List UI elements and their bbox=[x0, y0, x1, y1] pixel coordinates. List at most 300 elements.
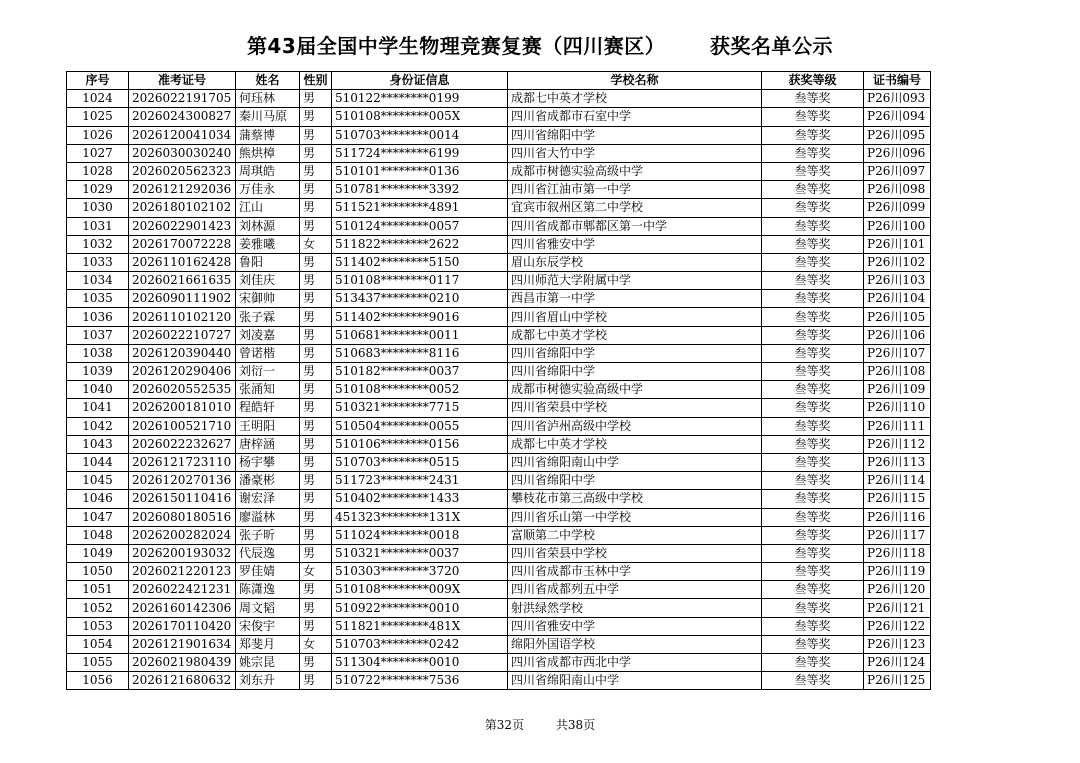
table-row bbox=[67, 581, 931, 599]
cell-certificate-no: P26川116 bbox=[864, 508, 931, 526]
cell-name: 罗佳婧 bbox=[236, 563, 300, 581]
cell-index: 1056 bbox=[67, 672, 129, 690]
cell-school: 绵阳外国语学校 bbox=[508, 635, 762, 653]
cell-gender: 男 bbox=[300, 326, 332, 344]
cell-exam-id: 2026120270136 bbox=[129, 472, 236, 490]
cell-gender: 男 bbox=[300, 472, 332, 490]
cell-school: 四川省荣县中学校 bbox=[508, 544, 762, 562]
cell-gender: 男 bbox=[300, 217, 332, 235]
cell-name: 宋俊宇 bbox=[236, 617, 300, 635]
cell-gender: 男 bbox=[300, 381, 332, 399]
cell-gender: 男 bbox=[300, 290, 332, 308]
cell-id-info: 510108********005X bbox=[332, 108, 508, 126]
cell-certificate-no: P26川099 bbox=[864, 199, 931, 217]
cell-exam-id: 2026180102102 bbox=[129, 199, 236, 217]
cell-exam-id: 2026121723110 bbox=[129, 453, 236, 471]
cell-index: 1038 bbox=[67, 344, 129, 362]
cell-gender: 男 bbox=[300, 672, 332, 690]
table-row bbox=[67, 181, 931, 199]
cell-exam-id: 2026080180516 bbox=[129, 508, 236, 526]
cell-award-level: 叁等奖 bbox=[762, 399, 864, 417]
cell-name: 张涌知 bbox=[236, 381, 300, 399]
cell-name: 陈潇逸 bbox=[236, 581, 300, 599]
cell-index: 1037 bbox=[67, 326, 129, 344]
cell-school: 四川省成都市西北中学 bbox=[508, 654, 762, 672]
cell-index: 1044 bbox=[67, 453, 129, 471]
cell-exam-id: 2026022901423 bbox=[129, 217, 236, 235]
cell-id-info: 511304********0010 bbox=[332, 654, 508, 672]
cell-id-info: 510122********0199 bbox=[332, 90, 508, 108]
cell-name: 刘林源 bbox=[236, 217, 300, 235]
cell-index: 1036 bbox=[67, 308, 129, 326]
cell-certificate-no: P26川113 bbox=[864, 453, 931, 471]
cell-name: 潘豪彬 bbox=[236, 472, 300, 490]
cell-school: 四川省大竹中学 bbox=[508, 144, 762, 162]
page-total: 共38页 bbox=[555, 718, 596, 732]
table-row bbox=[67, 544, 931, 562]
cell-gender: 男 bbox=[300, 126, 332, 144]
cell-index: 1045 bbox=[67, 472, 129, 490]
cell-index: 1046 bbox=[67, 490, 129, 508]
cell-exam-id: 2026160142306 bbox=[129, 599, 236, 617]
cell-school: 成都七中英才学校 bbox=[508, 435, 762, 453]
cell-exam-id: 2026200193032 bbox=[129, 544, 236, 562]
cell-certificate-no: P26川118 bbox=[864, 544, 931, 562]
cell-award-level: 叁等奖 bbox=[762, 617, 864, 635]
cell-exam-id: 2026021220123 bbox=[129, 563, 236, 581]
cell-gender: 男 bbox=[300, 544, 332, 562]
cell-index: 1040 bbox=[67, 381, 129, 399]
cell-school: 四川省雅安中学 bbox=[508, 617, 762, 635]
cell-name: 刘衍一 bbox=[236, 363, 300, 381]
cell-index: 1031 bbox=[67, 217, 129, 235]
cell-school: 四川省绵阳中学 bbox=[508, 344, 762, 362]
table-row bbox=[67, 363, 931, 381]
table-row bbox=[67, 253, 931, 271]
cell-gender: 男 bbox=[300, 508, 332, 526]
cell-index: 1028 bbox=[67, 162, 129, 180]
cell-award-level: 叁等奖 bbox=[762, 599, 864, 617]
table-row bbox=[67, 108, 931, 126]
cell-award-level: 叁等奖 bbox=[762, 672, 864, 690]
cell-name: 姜雅曦 bbox=[236, 235, 300, 253]
cell-name: 秦川马原 bbox=[236, 108, 300, 126]
cell-name: 刘佳庆 bbox=[236, 272, 300, 290]
table-row bbox=[67, 344, 931, 362]
cell-exam-id: 2026022191705 bbox=[129, 90, 236, 108]
cell-id-info: 511723********2431 bbox=[332, 472, 508, 490]
cell-id-info: 510108********009X bbox=[332, 581, 508, 599]
cell-award-level: 叁等奖 bbox=[762, 435, 864, 453]
cell-gender: 男 bbox=[300, 108, 332, 126]
cell-school: 西昌市第一中学 bbox=[508, 290, 762, 308]
cell-gender: 男 bbox=[300, 308, 332, 326]
cell-certificate-no: P26川124 bbox=[864, 654, 931, 672]
cell-school: 富顺第二中学校 bbox=[508, 526, 762, 544]
cell-certificate-no: P26川100 bbox=[864, 217, 931, 235]
cell-id-info: 510321********0037 bbox=[332, 544, 508, 562]
cell-gender: 男 bbox=[300, 526, 332, 544]
table-row bbox=[67, 417, 931, 435]
cell-school: 四川省雅安中学 bbox=[508, 235, 762, 253]
cell-award-level: 叁等奖 bbox=[762, 363, 864, 381]
cell-exam-id: 2026100521710 bbox=[129, 417, 236, 435]
cell-school: 四川省江油市第一中学 bbox=[508, 181, 762, 199]
table-row bbox=[67, 217, 931, 235]
cell-award-level: 叁等奖 bbox=[762, 199, 864, 217]
cell-school: 成都市树德实验高级中学 bbox=[508, 162, 762, 180]
cell-school: 四川省绵阳南山中学 bbox=[508, 672, 762, 690]
cell-name: 谢宏泽 bbox=[236, 490, 300, 508]
cell-index: 1026 bbox=[67, 126, 129, 144]
cell-school: 四川省成都市郫都区第一中学 bbox=[508, 217, 762, 235]
award-table bbox=[66, 71, 931, 690]
table-row bbox=[67, 235, 931, 253]
cell-award-level: 叁等奖 bbox=[762, 581, 864, 599]
table-row bbox=[67, 453, 931, 471]
cell-gender: 女 bbox=[300, 635, 332, 653]
table-row bbox=[67, 308, 931, 326]
cell-index: 1029 bbox=[67, 181, 129, 199]
cell-gender: 男 bbox=[300, 90, 332, 108]
cell-id-info: 510303********3720 bbox=[332, 563, 508, 581]
cell-exam-id: 2026170110420 bbox=[129, 617, 236, 635]
cell-exam-id: 2026110162428 bbox=[129, 253, 236, 271]
cell-certificate-no: P26川103 bbox=[864, 272, 931, 290]
cell-school: 成都七中英才学校 bbox=[508, 90, 762, 108]
cell-index: 1035 bbox=[67, 290, 129, 308]
cell-name: 周文韬 bbox=[236, 599, 300, 617]
cell-index: 1027 bbox=[67, 144, 129, 162]
cell-award-level: 叁等奖 bbox=[762, 344, 864, 362]
cell-id-info: 510108********0052 bbox=[332, 381, 508, 399]
cell-exam-id: 2026121901634 bbox=[129, 635, 236, 653]
cell-index: 1048 bbox=[67, 526, 129, 544]
page-footer bbox=[0, 716, 1080, 733]
table-row bbox=[67, 672, 931, 690]
cell-certificate-no: P26川117 bbox=[864, 526, 931, 544]
table-row bbox=[67, 490, 931, 508]
cell-gender: 男 bbox=[300, 272, 332, 290]
cell-index: 1051 bbox=[67, 581, 129, 599]
cell-exam-id: 2026170072228 bbox=[129, 235, 236, 253]
cell-name: 张子霖 bbox=[236, 308, 300, 326]
table-row bbox=[67, 563, 931, 581]
table-row bbox=[67, 635, 931, 653]
cell-award-level: 叁等奖 bbox=[762, 508, 864, 526]
cell-school: 四川省绵阳中学 bbox=[508, 126, 762, 144]
cell-certificate-no: P26川093 bbox=[864, 90, 931, 108]
header-exam-id: 准考证号 bbox=[129, 72, 236, 90]
cell-award-level: 叁等奖 bbox=[762, 217, 864, 235]
cell-certificate-no: P26川101 bbox=[864, 235, 931, 253]
cell-exam-id: 2026120290406 bbox=[129, 363, 236, 381]
page-number: 第32页 bbox=[484, 718, 525, 732]
cell-gender: 男 bbox=[300, 453, 332, 471]
cell-name: 鲁阳 bbox=[236, 253, 300, 271]
cell-id-info: 510703********0014 bbox=[332, 126, 508, 144]
cell-school: 四川省荣县中学校 bbox=[508, 399, 762, 417]
cell-name: 江山 bbox=[236, 199, 300, 217]
cell-id-info: 510321********7715 bbox=[332, 399, 508, 417]
header-gender: 性别 bbox=[300, 72, 332, 90]
cell-gender: 女 bbox=[300, 563, 332, 581]
cell-index: 1033 bbox=[67, 253, 129, 271]
cell-award-level: 叁等奖 bbox=[762, 544, 864, 562]
cell-certificate-no: P26川102 bbox=[864, 253, 931, 271]
cell-id-info: 510108********0117 bbox=[332, 272, 508, 290]
table-row bbox=[67, 272, 931, 290]
cell-name: 张子昕 bbox=[236, 526, 300, 544]
cell-school: 眉山东辰学校 bbox=[508, 253, 762, 271]
cell-certificate-no: P26川123 bbox=[864, 635, 931, 653]
cell-id-info: 511024********0018 bbox=[332, 526, 508, 544]
cell-name: 姚宗昆 bbox=[236, 654, 300, 672]
table-header-row bbox=[67, 72, 931, 90]
cell-award-level: 叁等奖 bbox=[762, 635, 864, 653]
cell-award-level: 叁等奖 bbox=[762, 126, 864, 144]
cell-exam-id: 2026121680632 bbox=[129, 672, 236, 690]
table-row bbox=[67, 654, 931, 672]
cell-exam-id: 2026200282024 bbox=[129, 526, 236, 544]
cell-certificate-no: P26川097 bbox=[864, 162, 931, 180]
cell-gender: 男 bbox=[300, 344, 332, 362]
cell-exam-id: 2026030030240 bbox=[129, 144, 236, 162]
cell-school: 四川省绵阳中学 bbox=[508, 363, 762, 381]
cell-exam-id: 2026021980439 bbox=[129, 654, 236, 672]
cell-id-info: 511821********481X bbox=[332, 617, 508, 635]
cell-exam-id: 2026024300827 bbox=[129, 108, 236, 126]
cell-school: 射洪绿然学校 bbox=[508, 599, 762, 617]
cell-gender: 男 bbox=[300, 399, 332, 417]
cell-index: 1032 bbox=[67, 235, 129, 253]
table-row bbox=[67, 126, 931, 144]
cell-name: 曾诺楷 bbox=[236, 344, 300, 362]
cell-id-info: 451323********131X bbox=[332, 508, 508, 526]
cell-exam-id: 2026120390440 bbox=[129, 344, 236, 362]
cell-award-level: 叁等奖 bbox=[762, 526, 864, 544]
cell-exam-id: 2026150110416 bbox=[129, 490, 236, 508]
cell-name: 刘东升 bbox=[236, 672, 300, 690]
cell-certificate-no: P26川096 bbox=[864, 144, 931, 162]
cell-id-info: 510722********7536 bbox=[332, 672, 508, 690]
cell-gender: 女 bbox=[300, 235, 332, 253]
cell-id-info: 511822********2622 bbox=[332, 235, 508, 253]
cell-award-level: 叁等奖 bbox=[762, 308, 864, 326]
table-row bbox=[67, 326, 931, 344]
cell-gender: 男 bbox=[300, 162, 332, 180]
cell-award-level: 叁等奖 bbox=[762, 181, 864, 199]
cell-index: 1042 bbox=[67, 417, 129, 435]
table-row bbox=[67, 144, 931, 162]
cell-index: 1047 bbox=[67, 508, 129, 526]
cell-school: 四川省绵阳中学 bbox=[508, 472, 762, 490]
cell-name: 王明阳 bbox=[236, 417, 300, 435]
cell-id-info: 511402********9016 bbox=[332, 308, 508, 326]
cell-index: 1030 bbox=[67, 199, 129, 217]
cell-exam-id: 2026022210727 bbox=[129, 326, 236, 344]
table-row bbox=[67, 599, 931, 617]
cell-name: 郑斐月 bbox=[236, 635, 300, 653]
cell-index: 1043 bbox=[67, 435, 129, 453]
cell-index: 1024 bbox=[67, 90, 129, 108]
cell-school: 四川省眉山中学校 bbox=[508, 308, 762, 326]
cell-certificate-no: P26川094 bbox=[864, 108, 931, 126]
cell-name: 宋御帅 bbox=[236, 290, 300, 308]
cell-school: 攀枝花市第三高级中学校 bbox=[508, 490, 762, 508]
cell-school: 成都七中英才学校 bbox=[508, 326, 762, 344]
cell-certificate-no: P26川125 bbox=[864, 672, 931, 690]
document-title: 第43届全国中学生物理竞赛复赛（四川赛区） 获奖名单公示 bbox=[246, 34, 834, 58]
cell-name: 唐梓涵 bbox=[236, 435, 300, 453]
cell-gender: 男 bbox=[300, 654, 332, 672]
cell-school: 四川省泸州高级中学校 bbox=[508, 417, 762, 435]
cell-school: 四川省成都市玉林中学 bbox=[508, 563, 762, 581]
cell-id-info: 510124********0057 bbox=[332, 217, 508, 235]
cell-id-info: 510504********0055 bbox=[332, 417, 508, 435]
cell-index: 1041 bbox=[67, 399, 129, 417]
cell-gender: 男 bbox=[300, 363, 332, 381]
cell-exam-id: 2026121292036 bbox=[129, 181, 236, 199]
cell-award-level: 叁等奖 bbox=[762, 272, 864, 290]
cell-certificate-no: P26川115 bbox=[864, 490, 931, 508]
cell-index: 1039 bbox=[67, 363, 129, 381]
cell-id-info: 510182********0037 bbox=[332, 363, 508, 381]
cell-id-info: 513437********0210 bbox=[332, 290, 508, 308]
cell-certificate-no: P26川106 bbox=[864, 326, 931, 344]
cell-gender: 男 bbox=[300, 199, 332, 217]
cell-gender: 男 bbox=[300, 599, 332, 617]
cell-certificate-no: P26川121 bbox=[864, 599, 931, 617]
cell-award-level: 叁等奖 bbox=[762, 472, 864, 490]
cell-gender: 男 bbox=[300, 181, 332, 199]
cell-award-level: 叁等奖 bbox=[762, 90, 864, 108]
table-row bbox=[67, 508, 931, 526]
cell-award-level: 叁等奖 bbox=[762, 162, 864, 180]
cell-id-info: 510703********0242 bbox=[332, 635, 508, 653]
cell-school: 四川省成都市石室中学 bbox=[508, 108, 762, 126]
cell-school: 四川省绵阳南山中学 bbox=[508, 453, 762, 471]
cell-exam-id: 2026022232627 bbox=[129, 435, 236, 453]
cell-id-info: 510101********0136 bbox=[332, 162, 508, 180]
cell-name: 廖溢林 bbox=[236, 508, 300, 526]
cell-index: 1034 bbox=[67, 272, 129, 290]
table-row bbox=[67, 526, 931, 544]
cell-name: 何珏林 bbox=[236, 90, 300, 108]
cell-id-info: 511724********6199 bbox=[332, 144, 508, 162]
header-certificate-no: 证书编号 bbox=[864, 72, 931, 90]
table-row bbox=[67, 617, 931, 635]
cell-gender: 男 bbox=[300, 253, 332, 271]
cell-school: 四川省乐山第一中学校 bbox=[508, 508, 762, 526]
cell-award-level: 叁等奖 bbox=[762, 290, 864, 308]
header-name: 姓名 bbox=[236, 72, 300, 90]
cell-name: 熊烘樟 bbox=[236, 144, 300, 162]
cell-id-info: 510922********0010 bbox=[332, 599, 508, 617]
table-body bbox=[67, 90, 931, 690]
cell-certificate-no: P26川109 bbox=[864, 381, 931, 399]
header-school: 学校名称 bbox=[508, 72, 762, 90]
cell-school: 四川师范大学附属中学 bbox=[508, 272, 762, 290]
table-row bbox=[67, 90, 931, 108]
cell-id-info: 510781********3392 bbox=[332, 181, 508, 199]
cell-name: 杨宇攀 bbox=[236, 453, 300, 471]
cell-id-info: 511521********4891 bbox=[332, 199, 508, 217]
cell-certificate-no: P26川120 bbox=[864, 581, 931, 599]
cell-certificate-no: P26川122 bbox=[864, 617, 931, 635]
cell-id-info: 511402********5150 bbox=[332, 253, 508, 271]
table-row bbox=[67, 399, 931, 417]
cell-award-level: 叁等奖 bbox=[762, 453, 864, 471]
cell-exam-id: 2026021661635 bbox=[129, 272, 236, 290]
cell-index: 1054 bbox=[67, 635, 129, 653]
cell-exam-id: 2026020562323 bbox=[129, 162, 236, 180]
table-row bbox=[67, 472, 931, 490]
cell-exam-id: 2026020552535 bbox=[129, 381, 236, 399]
cell-award-level: 叁等奖 bbox=[762, 654, 864, 672]
cell-award-level: 叁等奖 bbox=[762, 417, 864, 435]
cell-name: 程皓轩 bbox=[236, 399, 300, 417]
cell-award-level: 叁等奖 bbox=[762, 381, 864, 399]
cell-award-level: 叁等奖 bbox=[762, 235, 864, 253]
cell-name: 代辰逸 bbox=[236, 544, 300, 562]
cell-certificate-no: P26川095 bbox=[864, 126, 931, 144]
cell-name: 刘凌嘉 bbox=[236, 326, 300, 344]
table-row bbox=[67, 381, 931, 399]
header-id-info: 身份证信息 bbox=[332, 72, 508, 90]
cell-certificate-no: P26川104 bbox=[864, 290, 931, 308]
cell-exam-id: 2026110102120 bbox=[129, 308, 236, 326]
cell-exam-id: 2026120041034 bbox=[129, 126, 236, 144]
cell-certificate-no: P26川098 bbox=[864, 181, 931, 199]
cell-certificate-no: P26川107 bbox=[864, 344, 931, 362]
cell-index: 1025 bbox=[67, 108, 129, 126]
table-row bbox=[67, 435, 931, 453]
cell-id-info: 510681********0011 bbox=[332, 326, 508, 344]
cell-index: 1050 bbox=[67, 563, 129, 581]
cell-exam-id: 2026090111902 bbox=[129, 290, 236, 308]
cell-exam-id: 2026022421231 bbox=[129, 581, 236, 599]
cell-index: 1053 bbox=[67, 617, 129, 635]
table-row bbox=[67, 162, 931, 180]
cell-exam-id: 2026200181010 bbox=[129, 399, 236, 417]
cell-school: 宜宾市叙州区第二中学校 bbox=[508, 199, 762, 217]
cell-name: 蒲蔡博 bbox=[236, 126, 300, 144]
cell-award-level: 叁等奖 bbox=[762, 144, 864, 162]
cell-gender: 男 bbox=[300, 435, 332, 453]
cell-gender: 男 bbox=[300, 581, 332, 599]
cell-index: 1055 bbox=[67, 654, 129, 672]
cell-certificate-no: P26川119 bbox=[864, 563, 931, 581]
cell-award-level: 叁等奖 bbox=[762, 490, 864, 508]
cell-certificate-no: P26川111 bbox=[864, 417, 931, 435]
cell-gender: 男 bbox=[300, 617, 332, 635]
cell-certificate-no: P26川108 bbox=[864, 363, 931, 381]
cell-award-level: 叁等奖 bbox=[762, 563, 864, 581]
cell-name: 周琪皓 bbox=[236, 162, 300, 180]
cell-award-level: 叁等奖 bbox=[762, 326, 864, 344]
table-row bbox=[67, 290, 931, 308]
cell-id-info: 510703********0515 bbox=[332, 453, 508, 471]
header-award-level: 获奖等级 bbox=[762, 72, 864, 90]
cell-index: 1049 bbox=[67, 544, 129, 562]
cell-school: 四川省成都列五中学 bbox=[508, 581, 762, 599]
cell-award-level: 叁等奖 bbox=[762, 108, 864, 126]
cell-index: 1052 bbox=[67, 599, 129, 617]
cell-gender: 男 bbox=[300, 490, 332, 508]
table-row bbox=[67, 199, 931, 217]
cell-award-level: 叁等奖 bbox=[762, 253, 864, 271]
